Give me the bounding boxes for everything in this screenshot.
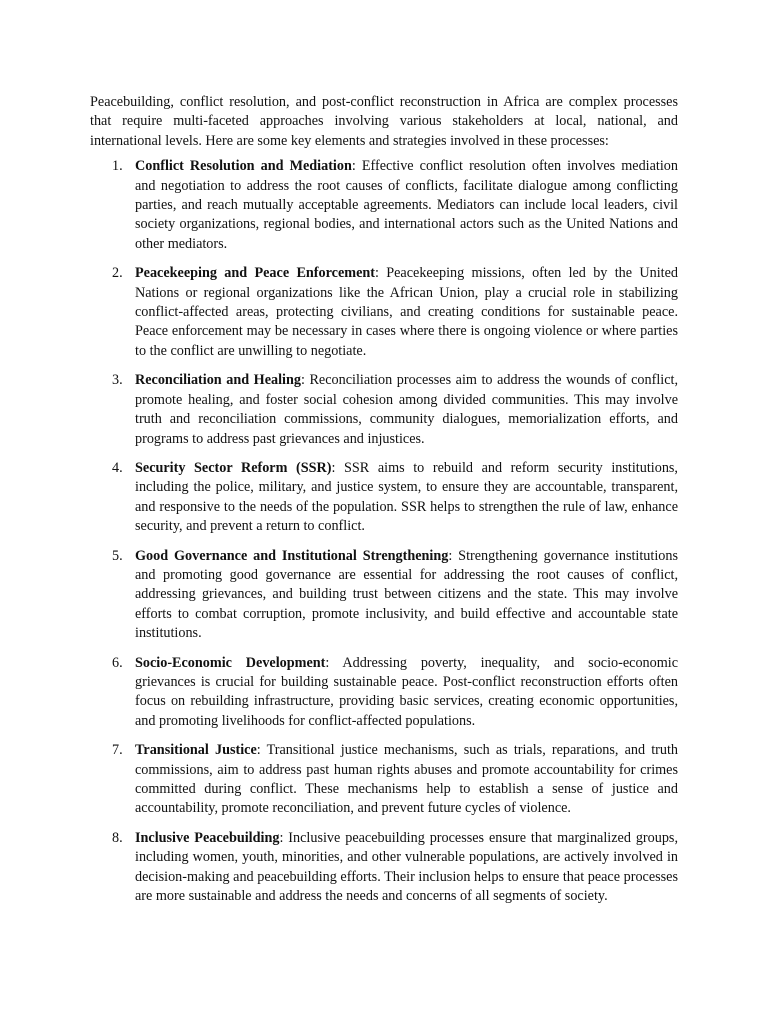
list-item-term: Peacekeeping and Peace Enforcement [135,265,375,282]
list-item-term: Socio-Economic Development [135,654,326,671]
list-item [90,157,678,254]
intro-paragraph: Peacebuilding, conflict resolution, and post-conflict reconstruction in Africa are complex processes that require multi-faceted approaches involving various stakeholders at local, national, and international levels. Here are some key elements and strategies involved in these processes: [90,94,678,149]
list-item-text: : SSR aims to rebuild and reform security institutions, including the police, military, and justice system, to ensure they are accountable, transparent, and responsive to the needs of the population. SSR helps to strengthen the rule of law, enhance security, and prevent a return to conflict. [135,459,678,535]
list-item-term: Reconciliation and Healing [135,372,301,389]
list-item-term: Good Governance and Institutional Strengthening [135,547,449,564]
list-item-term: Conflict Resolution and Mediation [135,158,352,175]
list-item-term: Transitional Justice [135,742,257,759]
list-item-number: 3. [112,372,123,389]
strategies-list [90,157,678,906]
list-item [90,654,678,732]
list-item [90,829,678,907]
list-item [90,459,678,537]
list-item-text: : Inclusive peacebuilding processes ensure that marginalized groups, including women, youth, minorities, and other vulnerable populations, are actively involved in decision-making and peacebuilding efforts. Their inclusion helps to ensure that peace processes are more sustainable and address the needs and concerns of all segments of society. [135,829,678,905]
list-item-number: 4. [112,459,123,476]
list-item-text: : Effective conflict resolution often involves mediation and negotiation to address the root causes of conflicts, facilitate dialogue among conflicting parties, and reach mutually acceptable agreements. Mediators can include local leaders, civil society organizations, regional bodies, and international actors such as the United Nations and other mediators. [135,158,678,252]
list-item-number: 2. [112,265,123,282]
document-page [90,93,678,916]
list-item-term: Security Sector Reform (SSR) [135,459,332,476]
list-item [90,264,678,361]
list-item-term: Inclusive Peacebuilding [135,829,280,846]
list-item-text: : Transitional justice mechanisms, such as trials, reparations, and truth commissions, aim to address past human rights abuses and promote accountability for crimes committed during conflict. These mechanisms help to establish a sense of justice and accountability, promote reconciliation, and prevent future cycles of violence. [135,742,678,817]
list-item-text: : Strengthening governance institutions and promoting good governance are essential for addressing the root causes of conflict, addressing grievances, and building trust between citizens and the state. This may involve efforts to combat corruption, promote inclusivity, and build effective and accountable state institutions. [135,547,678,642]
list-item-text: : Addressing poverty, inequality, and socio-economic grievances is crucial for building sustainable peace. Post-conflict reconstruction efforts often focus on rebuilding infrastructure, providing basic services, creating economic opportunities, and promoting livelihoods for conflict-affected populations. [135,654,678,729]
list-item-number: 8. [112,829,123,846]
list-item [90,547,678,644]
list-item-number: 6. [112,654,123,671]
list-item [90,741,678,819]
list-item [90,371,678,449]
list-item-number: 1. [112,158,123,175]
list-item-number: 5. [112,547,123,564]
list-item-text: : Peacekeeping missions, often led by the United Nations or regional organizations like the African Union, play a crucial role in stabilizing conflict-affected areas, protecting civilians, and creating conditions for sustainable peace. Peace enforcement may be necessary in cases where there is ongoing violence or where parties to the conflict are unwilling to negotiate. [135,265,678,359]
list-item-number: 7. [112,742,123,759]
list-item-text: : Reconciliation processes aim to address the wounds of conflict, promote healing, and foster social cohesion among divided communities. This may involve truth and reconciliation commissions, community dialogues, memorialization efforts, and programs to address past grievances and injustices. [135,372,679,447]
